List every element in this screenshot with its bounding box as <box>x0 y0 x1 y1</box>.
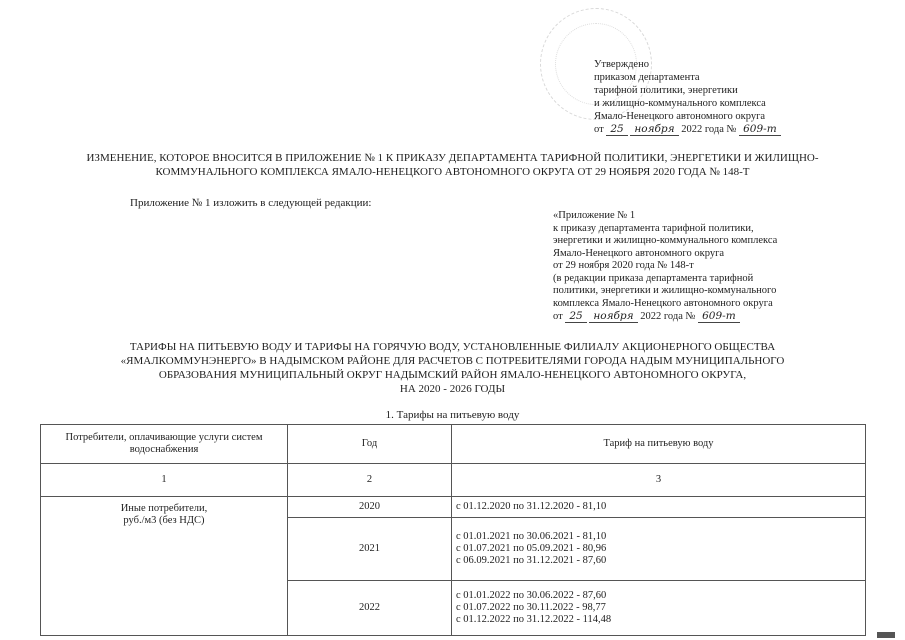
tariff-period: с 01.12.2020 по 31.12.2020 - 81,10 <box>456 501 607 512</box>
tariff-cell <box>452 497 866 518</box>
tariff-period: с 06.09.2021 по 31.12.2021 - 87,60 <box>456 555 607 566</box>
year-cell: 2020 <box>288 497 452 518</box>
table-row <box>41 497 866 518</box>
column-number-row <box>41 464 866 497</box>
approval-line: тарифной политики, энергетики <box>594 85 738 96</box>
column-header-consumers: Потребители, оплачивающие услуги систем водоснабжения <box>41 425 288 464</box>
appendix-line: к приказу департамента тарифной политики, <box>553 222 754 234</box>
appendix-line: политики, энергетики и жилищно-коммунального <box>553 285 777 296</box>
approval-date-line <box>594 123 781 136</box>
year-cell: 2022 <box>288 581 452 636</box>
approval-line: Ямало-Ненецкого автономного округа <box>594 111 766 122</box>
approval-number: 609-т <box>739 123 781 136</box>
consumer-cell <box>41 497 288 636</box>
approval-day: 25 <box>606 123 627 136</box>
tariff-cell <box>452 581 866 636</box>
appendix-date-suffix: 2022 года № <box>640 311 696 322</box>
tariff-period: с 01.01.2022 по 30.06.2022 - 87,60 <box>456 590 607 601</box>
column-number: 2 <box>288 464 452 497</box>
tariff-title <box>40 340 865 396</box>
appendix-date-line <box>553 310 777 324</box>
approval-line: приказом департамента <box>594 72 700 83</box>
approval-line: Утверждено <box>594 59 649 70</box>
appendix-date-prefix: от <box>553 311 563 322</box>
appendix-line: (в редакции приказа департамента тарифной <box>553 272 754 284</box>
appendix-month: ноября <box>589 310 637 323</box>
tariff-table <box>40 424 866 636</box>
column-number: 1 <box>41 464 288 497</box>
year-cell: 2021 <box>288 518 452 581</box>
tariff-title-line: «ЯМАЛКОММУНЭНЕРГО» В НАДЫМСКОМ РАЙОНЕ ДЛЯ РАСЧЕТОВ С ПОТРЕБИТЕЛЯМИ ГОРОДА НАДЫМ МУНИЦИПАЛЬНОГО <box>120 355 785 367</box>
consumer-unit: руб./м3 (без НДС) <box>123 515 205 526</box>
appendix-line: энергетики и жилищно-коммунального комплекса <box>553 235 778 246</box>
tariff-title-line: НА 2020 - 2026 ГОДЫ <box>399 383 506 395</box>
tariff-title-line: ТАРИФЫ НА ПИТЬЕВУЮ ВОДУ И ТАРИФЫ НА ГОРЯЧУЮ ВОДУ, УСТАНОВЛЕННЫЕ ФИЛИАЛУ АКЦИОНЕРНОГО ОБЩЕСТВА <box>129 341 776 353</box>
column-header-tariff: Тариф на питьевую воду <box>452 425 866 464</box>
approval-block <box>594 58 781 136</box>
approval-date-suffix: 2022 года № <box>681 124 737 135</box>
appendix-day: 25 <box>565 310 586 323</box>
column-header-year: Год <box>288 425 452 464</box>
approval-line: и жилищно-коммунального комплекса <box>594 98 766 109</box>
tariff-cell <box>452 518 866 581</box>
tariff-period: с 01.01.2021 по 30.06.2021 - 81,10 <box>456 531 607 542</box>
appendix-block <box>553 210 777 324</box>
appendix-line: от 29 ноября 2020 года № 148-т <box>553 260 694 271</box>
scan-edge-mark <box>877 632 895 638</box>
appendix-line: комплекса Ямало-Ненецкого автономного округа <box>553 297 773 309</box>
approval-month: ноября <box>630 123 678 136</box>
tariff-period: с 01.07.2021 по 05.09.2021 - 80,96 <box>456 543 607 554</box>
consumer-label: Иные потребители, <box>120 503 208 514</box>
appendix-line: «Приложение № 1 <box>553 210 636 221</box>
tariff-period: с 01.07.2022 по 30.11.2022 - 98,77 <box>456 602 606 613</box>
tariff-title-line: ОБРАЗОВАНИЯ МУНИЦИПАЛЬНЫЙ ОКРУГ НАДЫМСКИЙ РАЙОН ЯМАЛО-НЕНЕЦКОГО АВТОНОМНОГО ОКРУГА, <box>158 369 747 381</box>
lead-sentence: Приложение № 1 изложить в следующей редакции: <box>130 197 372 209</box>
document-heading: ИЗМЕНЕНИЕ, КОТОРОЕ ВНОСИТСЯ В ПРИЛОЖЕНИЕ № 1 К ПРИКАЗУ ДЕПАРТАМЕНТА ТАРИФНОЙ ПОЛИТИКИ, ЭНЕРГЕТИКИ И ЖИЛИЩНО-КОММУНАЛЬНОГО КОМПЛЕКСА ЯМАЛО-НЕНЕЦКОГО АВТОНОМНОГО ОКРУГА ОТ 29 НОЯБРЯ 2020 ГОДА № 148-Т <box>86 152 819 178</box>
section-title: 1. Тарифы на питьевую воду <box>385 409 520 421</box>
tariff-period: с 01.12.2022 по 31.12.2022 - 114,48 <box>456 614 612 625</box>
appendix-line: Ямало-Ненецкого автономного округа <box>553 247 725 259</box>
appendix-number: 609-т <box>698 310 740 323</box>
table-header-row <box>41 425 866 464</box>
column-number: 3 <box>452 464 866 497</box>
approval-date-prefix: от <box>594 124 604 135</box>
